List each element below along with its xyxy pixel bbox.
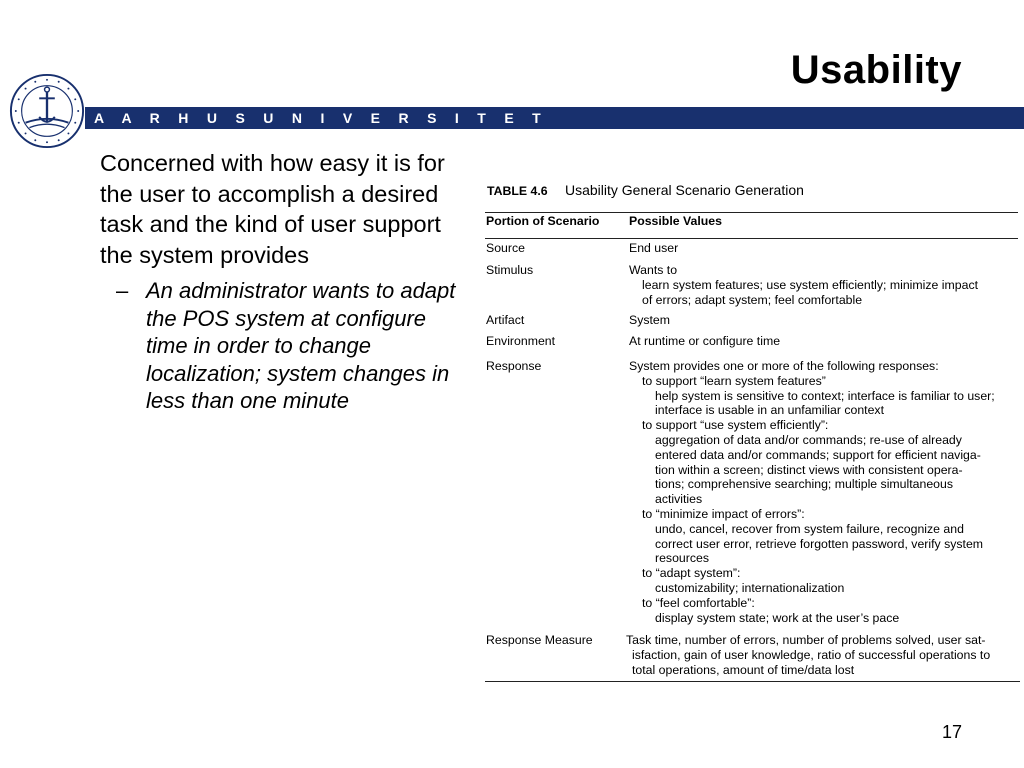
table-rule-top xyxy=(485,212,1018,213)
slide-title: Usability xyxy=(790,48,962,92)
table-number: TABLE 4.6 xyxy=(487,184,548,198)
value-line: to “minimize impact of errors”: xyxy=(642,506,805,521)
table-row xyxy=(483,241,1018,263)
row-value xyxy=(626,633,1014,677)
sub-bullet xyxy=(100,277,465,415)
main-bullet: Concerned with how easy it is for the user to accomplish a desired task and the kind of user support the system provides xyxy=(100,150,445,268)
row-value xyxy=(629,334,1017,349)
value-line: activities xyxy=(655,492,703,507)
value-line: help system is sensitive to context; interface is familiar to user; xyxy=(655,388,995,403)
value-line: Task time, number of errors, number of problems solved, user sat- xyxy=(626,633,986,647)
row-label: Response Measure xyxy=(486,633,593,647)
header-values: Possible Values xyxy=(629,214,722,228)
value-line: interface is usable in an unfamiliar context xyxy=(655,403,884,418)
table-row xyxy=(483,263,1018,313)
row-value xyxy=(629,263,1017,307)
scenario-table xyxy=(483,178,1018,682)
value-line: to support “use system efficiently”: xyxy=(642,418,829,433)
value-line: At runtime or configure time xyxy=(629,334,781,348)
table-row xyxy=(483,334,1018,359)
sub-bullet-dash: – xyxy=(116,278,129,303)
university-seal-logo xyxy=(8,72,86,150)
value-line: display system state; work at the user’s pace xyxy=(655,610,900,625)
value-line: tions; comprehensive searching; multiple simultaneous xyxy=(655,477,954,492)
value-line: learn system features; use system efficiently; minimize impact xyxy=(642,277,979,292)
university-name: A A R H U S U N I V E R S I T E T xyxy=(94,110,549,126)
row-value xyxy=(629,359,1017,625)
row-label: Artifact xyxy=(486,313,525,327)
slide-bullets xyxy=(100,148,465,415)
table-caption xyxy=(483,178,1018,204)
value-line: undo, cancel, recover from system failure, recognize and xyxy=(655,521,964,536)
value-line: System provides one or more of the following responses: xyxy=(629,359,939,373)
row-value xyxy=(629,313,1017,328)
page-number: 17 xyxy=(941,722,962,742)
value-line: of errors; adapt system; feel comfortable xyxy=(642,292,863,307)
table-row xyxy=(483,359,1018,633)
value-line: total operations, amount of time/data lost xyxy=(632,662,855,677)
sub-bullet-text: An administrator wants to adapt the POS system at configure time in order to change localization; system changes in less than one minute xyxy=(146,278,456,413)
table-row xyxy=(483,313,1018,334)
table-title: Usability General Scenario Generation xyxy=(565,182,804,198)
row-value xyxy=(629,241,1017,256)
table-rule-header xyxy=(485,238,1018,239)
row-label: Response xyxy=(486,359,542,373)
value-line: isfaction, gain of user knowledge, ratio of successful operations to xyxy=(632,647,991,662)
value-line: Wants to xyxy=(629,263,678,277)
value-line: aggregation of data and/or commands; re-use of already xyxy=(655,432,962,447)
value-line: entered data and/or commands; support for efficient naviga- xyxy=(655,447,981,462)
table-header-row xyxy=(483,214,1018,238)
table-row xyxy=(483,633,1018,681)
value-line: to “adapt system”: xyxy=(642,566,741,581)
header-portion: Portion of Scenario xyxy=(486,214,600,228)
value-line: to “feel comfortable”: xyxy=(642,595,755,610)
value-line: tion within a screen; distinct views with consistent opera- xyxy=(655,462,963,477)
table-rule-bottom xyxy=(485,681,1020,682)
value-line: customizability; internationalization xyxy=(655,580,845,595)
value-line: resources xyxy=(655,551,709,566)
value-line: correct user error, retrieve forgotten password, verify system xyxy=(655,536,984,551)
row-label: Stimulus xyxy=(486,263,534,277)
value-line: End user xyxy=(629,241,679,255)
value-line: to support “learn system features” xyxy=(642,373,826,388)
row-label: Environment xyxy=(486,334,556,348)
row-label: Source xyxy=(486,241,525,255)
value-line: System xyxy=(629,313,670,327)
